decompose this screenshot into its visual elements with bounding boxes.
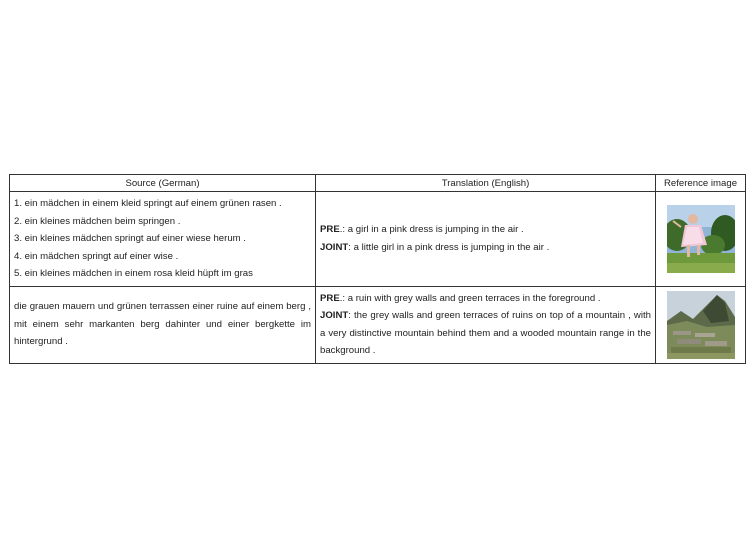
header-row [10, 175, 746, 192]
pre-text: a girl in a pink dress is jumping in the air . [347, 224, 524, 236]
header-translation: Translation (English) [316, 175, 656, 192]
source-line: 5. ein kleines mädchen in einem rosa kleid hüpft im gras [14, 268, 253, 279]
joint-text: the grey walls and green terraces of ruins on top of a mountain , with a very distinctive mountain behind them and a wooded mountain range in the background . [320, 310, 651, 356]
translation-cell [316, 192, 656, 287]
joint-label: JOINT [320, 310, 349, 321]
joint-translation [320, 307, 651, 360]
reference-image-cell [656, 286, 746, 363]
translation-cell [316, 286, 656, 363]
header-source: Source (German) [10, 175, 316, 192]
joint-text: a little girl in a pink dress is jumping in the air . [353, 241, 550, 253]
joint-separator: : [348, 241, 354, 253]
pre-label: PRE [320, 224, 340, 236]
header-reference-image: Reference image [656, 175, 746, 192]
comparison-table [9, 174, 746, 364]
reference-image-cell [656, 192, 746, 287]
joint-separator: : [348, 310, 355, 321]
mountain-ruins-photo [667, 291, 735, 359]
table-row [10, 192, 746, 287]
girl-jumping-photo [667, 205, 735, 273]
source-cell [10, 192, 316, 287]
joint-label: JOINT [320, 241, 349, 253]
pre-separator: .: [339, 224, 348, 236]
source-line: 2. ein kleines mädchen beim springen . [14, 215, 181, 227]
pre-translation [320, 221, 651, 239]
source-line: 3. ein kleines mädchen springt auf einer wiese herum . [14, 233, 246, 244]
source-cell: die grauen mauern und grünen terrassen einer ruine auf einem berg , mit einem sehr markanten berg dahinter und einer bergkette im hintergrund . [10, 286, 316, 363]
source-line: 4. ein mädchen springt auf einer wise . [14, 250, 179, 262]
pre-translation [320, 290, 651, 308]
pre-label: PRE [320, 292, 340, 304]
pre-separator: .: [339, 292, 348, 304]
joint-translation [320, 239, 651, 257]
table-row [10, 286, 746, 363]
source-line: 1. ein mädchen in einem kleid springt auf einem grünen rasen . [14, 198, 282, 209]
pre-text: a ruin with grey walls and green terraces in the foreground . [347, 292, 601, 304]
